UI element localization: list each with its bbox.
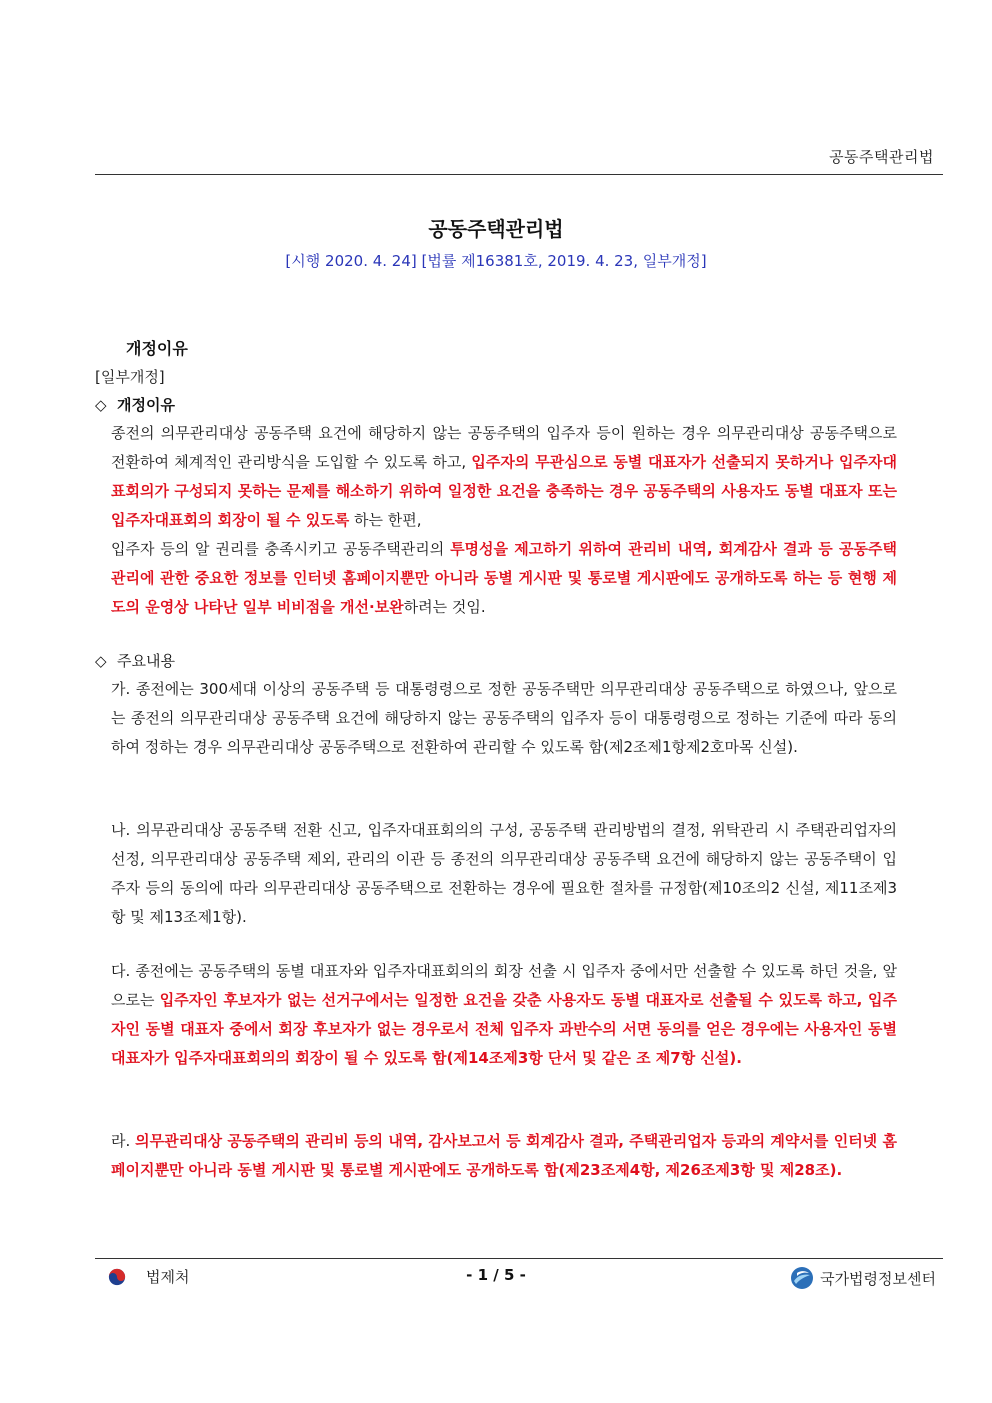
- item-ra-text-a: 라.: [111, 1132, 136, 1150]
- diamond-bullet-icon: ◇: [95, 652, 107, 670]
- main-item-ga: 가. 종전에는 300세대 이상의 공동주택 등 대통령령으로 정한 공동주택만 의무관리대상 공동주택으로 하였으나, 앞으로는 종전의 의무관리대상 공동주택 요건에 해당하지 않는 공동주택의 입주자 등이 대통령령으로 정하는 기준에 따라 동의하여 정하는 경우 의무관리대상 공동주택으로 전환하여 관리할 수 있도록 함(제2조제1항제2호마목 신설).: [111, 680, 897, 756]
- item-da-highlight: 입주자인 후보자가 없는 선거구에서는 일정한 요건을 갖춘 사용자도 동별 대표자로 선출될 수 있도록 하고, 입주자인 동별 대표자 중에서 회장 후보자가 없는 경우로서 전체 입주자 과반수의 서면 동의를 얻은 경우에는 사용자인 동별 대표자가 입주자대표회의의 회장이 될 수 있도록 함(제14조제3항 단서 및 같은 조 제7항 신설).: [111, 991, 897, 1067]
- reason-p2-text-c: 하려는 것임.: [403, 598, 486, 616]
- main-content-heading-label: 주요내용: [117, 652, 175, 670]
- main-content-heading: [95, 650, 175, 671]
- reason-p2-text-a: 입주자 등의 알 권리를 충족시키고 공동주택관리의: [111, 540, 451, 558]
- footer-law-center-label: 국가법령정보센터: [820, 1269, 936, 1288]
- reason-p1-highlight: 입주자의 무관심으로 동별 대표자가 선출되지 못하거나 입주자대표회의가 구성되지 못하는 문제를 해소하기 위하여 일정한 요건을 충족하는 경우 공동주택의 사용자도 동별 대표자 또는 입주자대표회의 회장이 될 수 있도록: [111, 453, 897, 529]
- diamond-bullet-icon: ◇: [95, 396, 107, 414]
- main-item-na: 나. 의무관리대상 공동주택 전환 신고, 입주자대표회의의 구성, 공동주택 관리방법의 결정, 위탁관리 시 주택관리업자의 선정, 의무관리대상 공동주택 제외, 관리의 이관 등 종전의 의무관리대상 공동주택 요건에 해당하지 않는 공동주택이 입주자 등의 동의에 따라 의무관리대상 공동주택으로 전환하는 경우에 필요한 절차를 규정함(제10조의2 신설, 제11조제3항 및 제13조제1항).: [111, 821, 897, 926]
- reason-subheading-label: 개정이유: [117, 396, 175, 414]
- footer-law-center: [790, 1266, 936, 1290]
- document-title: 공동주택관리법: [428, 217, 564, 241]
- law-center-logo-icon: [790, 1266, 814, 1290]
- reason-p1-text-c: 하는 한편,: [349, 511, 422, 529]
- footer-ministry-label: 법제처: [146, 1268, 190, 1286]
- header-divider: [95, 174, 943, 175]
- main-item-da: [111, 957, 897, 1073]
- item-ra-highlight: 의무관리대상 공동주택의 관리비 등의 내역, 감사보고서 등 회계감사 결과, 주택관리업자 등과의 계약서를 인터넷 홈페이지뿐만 아니라 동별 게시판 및 통로별 게시판에도 공개하도록 함(제23조제4항, 제26조제3항 및 제28조).: [111, 1132, 897, 1179]
- item-da-text-a: 다. 종전에는 공동주택의 동별 대표자와 입주자대표회의의 회장 선출 시 입주자 중에서만 선출할 수 있도록 하던 것을, 앞으로는: [111, 962, 897, 1009]
- running-header-title: 공동주택관리법: [829, 148, 934, 166]
- reason-paragraph-2: [111, 535, 897, 622]
- reason-subheading: [95, 394, 175, 415]
- reason-p2-highlight: 투명성을 제고하기 위하여 관리비 내역, 회계감사 결과 등 공동주택관리에 관한 중요한 정보를 인터넷 홈페이지뿐만 아니라 동별 게시판 및 통로별 게시판에도 공개하도록 하는 등 현행 제도의 운영상 나타난 일부 비비점을 개선·보완: [111, 540, 897, 616]
- reason-p1-text-a: 종전의 의무관리대상 공동주택 요건에 해당하지 않는 공동주택의 입주자 등이 원하는 경우 의무관리대상 공동주택으로 전환하여 체계적인 관리방식을 도입할 수 있도록 하고,: [111, 424, 897, 471]
- amendment-reason-heading: 개정이유: [126, 339, 188, 358]
- main-item-ra: [111, 1127, 897, 1185]
- page-indicator: - 1 / 5 -: [466, 1266, 526, 1284]
- footer-divider: [95, 1258, 943, 1259]
- amendment-type-note: [일부개정]: [95, 368, 165, 386]
- document-enforcement-info: [시행 2020. 4. 24] [법률 제16381호, 2019. 4. 23, 일부개정]: [285, 252, 707, 270]
- reason-paragraph-1: [111, 419, 897, 535]
